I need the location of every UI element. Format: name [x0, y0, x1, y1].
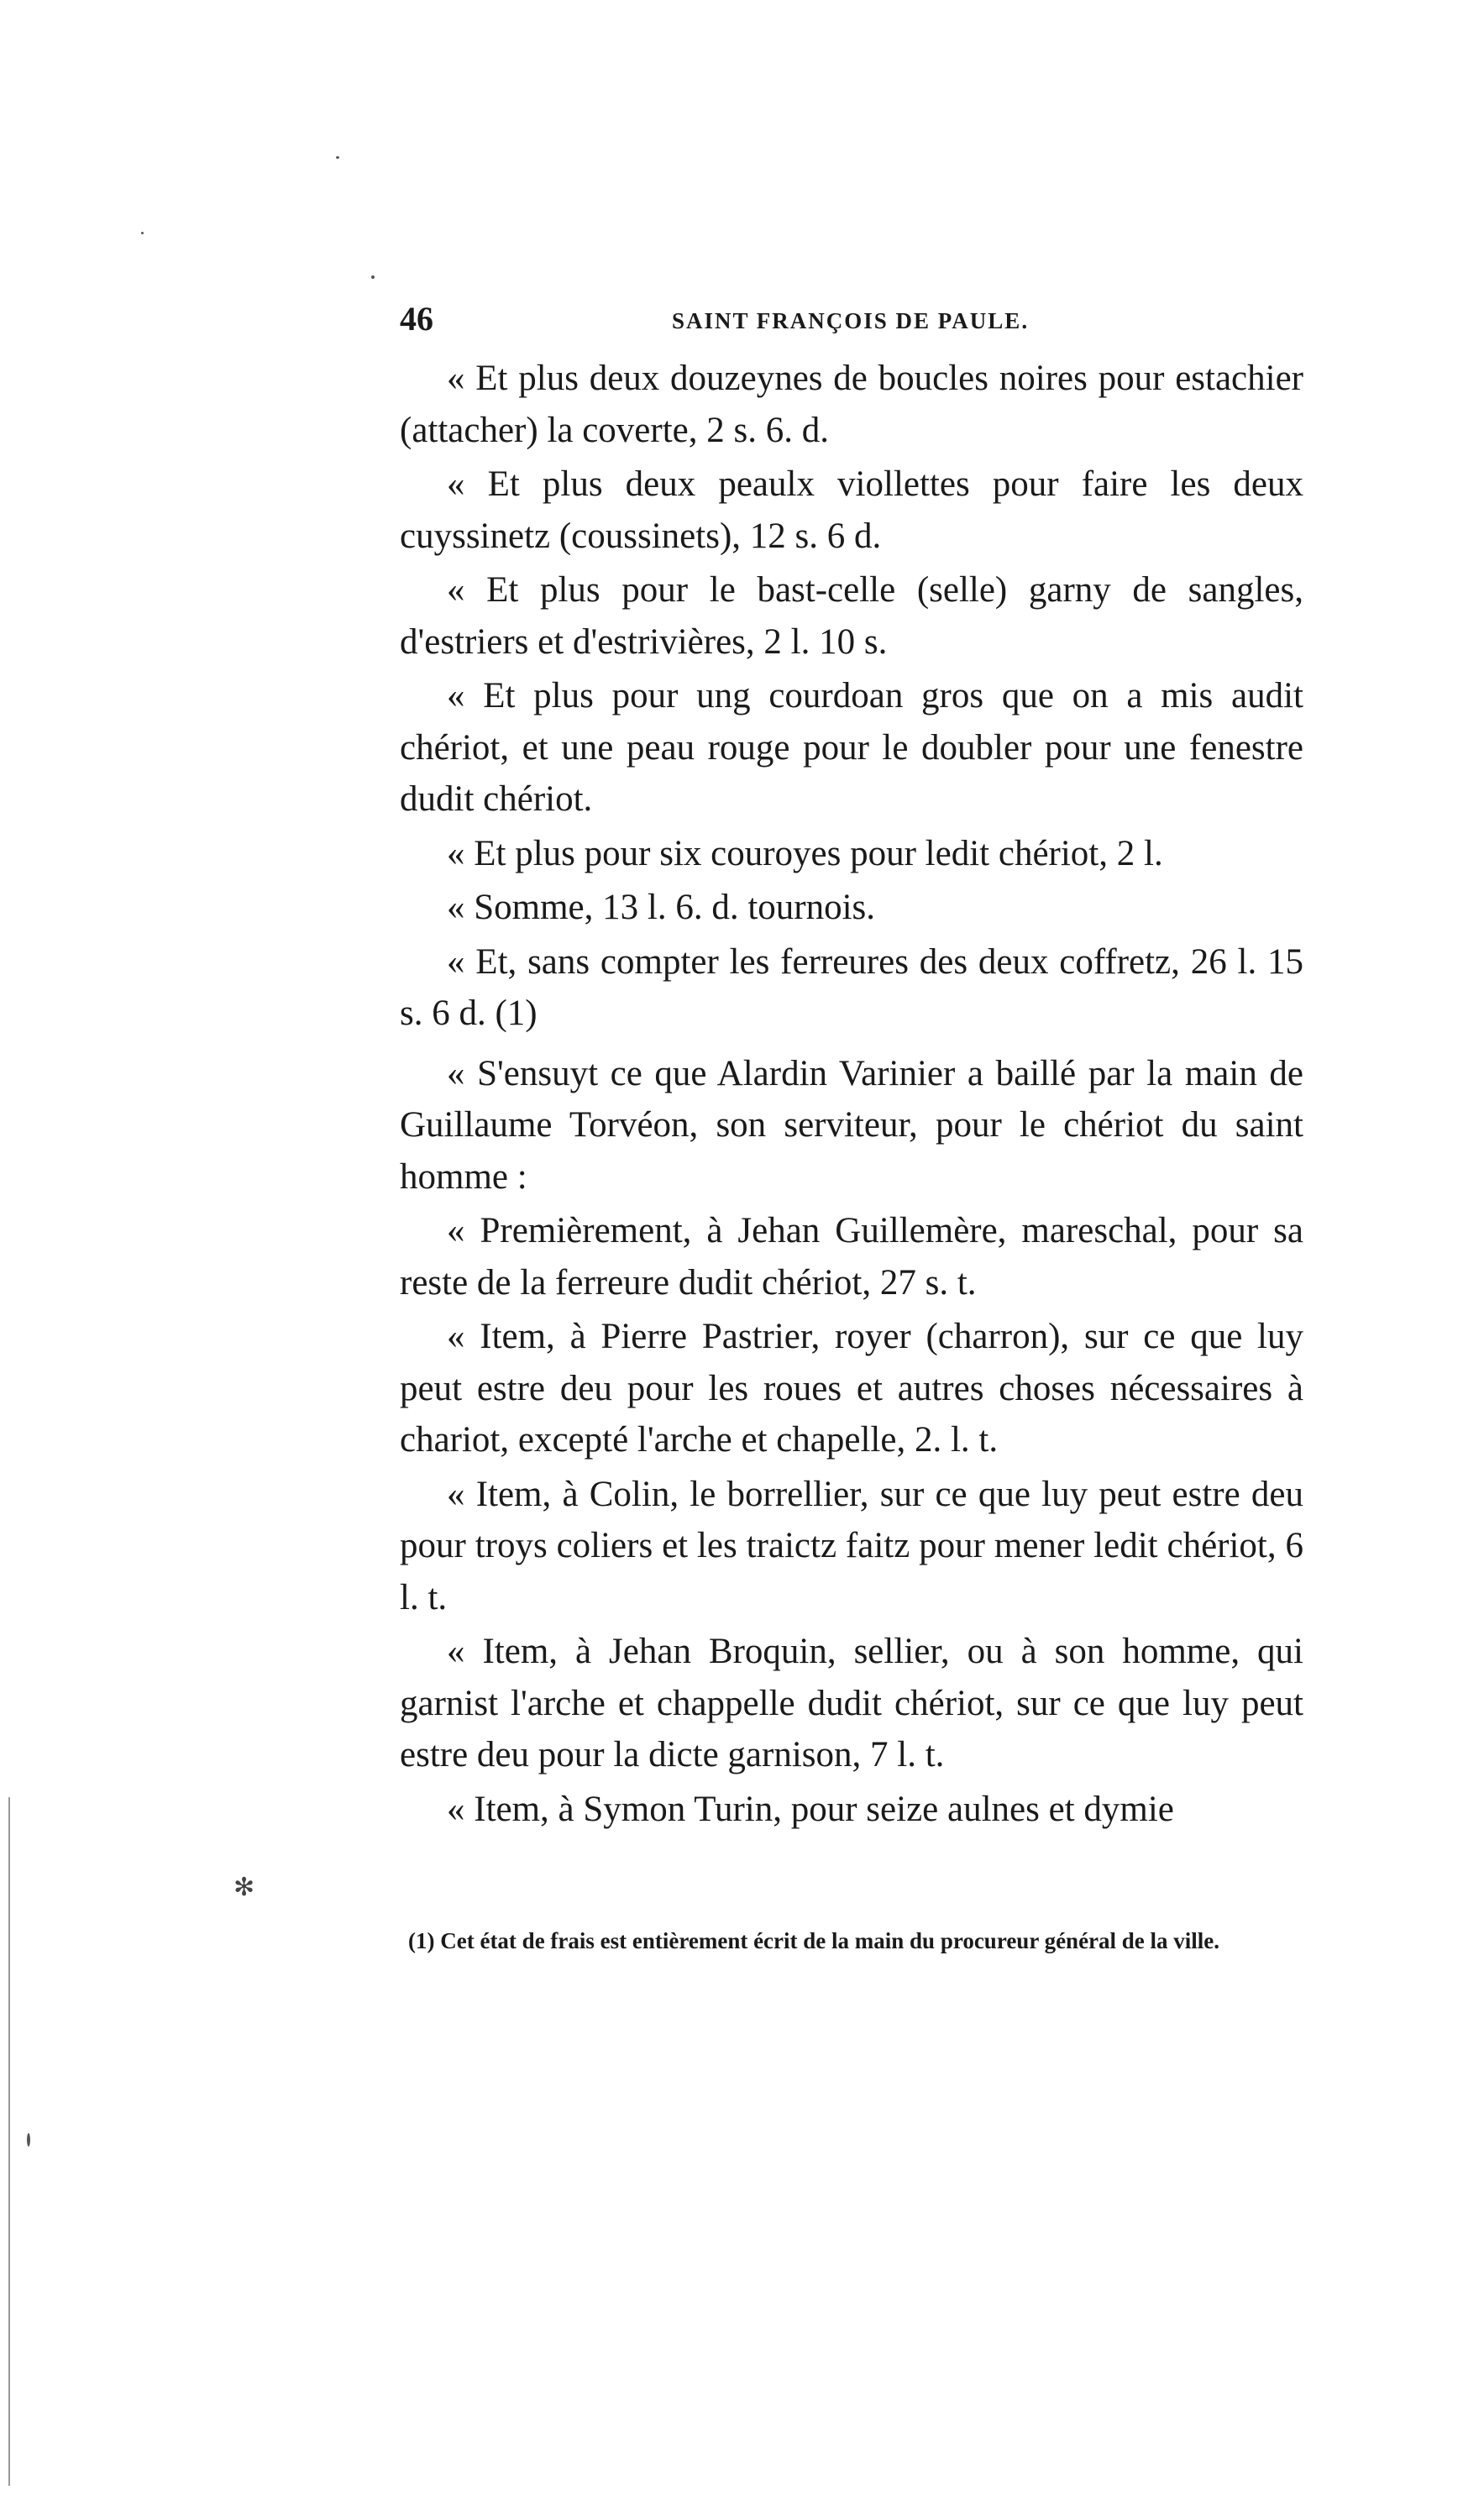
- page-number: 46: [400, 300, 433, 338]
- paragraph-item-broquin: « Item, à Jehan Broquin, sellier, ou à son homme, qui garnist l'arche et chappelle dudit chériot, sur ce que luy peut estre deu pour la dicte garnison, 7 l. t.: [400, 1632, 1303, 1774]
- scan-speck: [141, 232, 144, 234]
- scan-edge: [8, 1797, 10, 2486]
- scan-speck: [336, 156, 339, 159]
- paragraph-sensuyt: « S'ensuyt ce que Alardin Varinier a baillé par la main de Guillaume Torvéon, son serviteur, pour le chériot du saint homme :: [400, 1053, 1303, 1197]
- paragraph-item-colin: « Item, à Colin, le borrellier, sur ce que luy peut estre deu pour troys coliers et les traictz faitz pour mener ledit chériot, 6 l. t.: [400, 1474, 1303, 1617]
- paragraph-premierement: « Premièrement, à Jehan Guillemère, mareschal, pour sa reste de la ferreure dudit chériot, 27 s. t.: [400, 1211, 1303, 1303]
- paragraph-couroyes: « Et plus pour six couroyes pour ledit chériot, 2 l.: [447, 833, 1163, 873]
- paragraph-item-pastrier: « Item, à Pierre Pastrier, royer (charron), sur ce que luy peut estre deu pour les roues et autres choses nécessaires à chariot, excepté l'arche et chapelle, 2. l. t.: [400, 1317, 1303, 1460]
- paragraph-item-turin: « Item, à Symon Turin, pour seize aulnes et dymie: [447, 1789, 1174, 1829]
- scan-speck: [27, 2133, 30, 2147]
- paragraph-bast-celle: « Et plus pour le bast-celle (selle) garny de sangles, d'estriers et d'estrivières, 2 l. 10 s.: [400, 570, 1303, 662]
- ornament-mark: ✻: [233, 1874, 255, 1901]
- paragraph-courdoan: « Et plus pour ung courdoan gros que on a mis audit chériot, et une peau rouge pour le doubler pour une fenestre dudit chériot.: [400, 676, 1303, 819]
- running-title: SAINT FRANÇOIS DE PAULE.: [672, 308, 1030, 333]
- scan-speck: [371, 275, 375, 279]
- paragraph-peaulx: « Et plus deux peaulx viollettes pour faire les deux cuyssinetz (coussinets), 12 s. 6 d.: [400, 464, 1303, 556]
- paragraph-ferreures: « Et, sans compter les ferreures des deux coffretz, 26 l. 15 s. 6 d. (1): [400, 941, 1303, 1033]
- body-text: [400, 353, 1303, 1837]
- paragraph-somme: « Somme, 13 l. 6. d. tournois.: [447, 888, 876, 927]
- running-head: [400, 299, 1303, 339]
- paragraph-boucles: « Et plus deux douzeynes de boucles noires pour estachier (attacher) la coverte, 2 s. 6. d.: [400, 359, 1303, 450]
- footnote: (1) Cet état de frais est entièrement écrit de la main du procureur général de la ville.: [408, 1928, 1220, 1953]
